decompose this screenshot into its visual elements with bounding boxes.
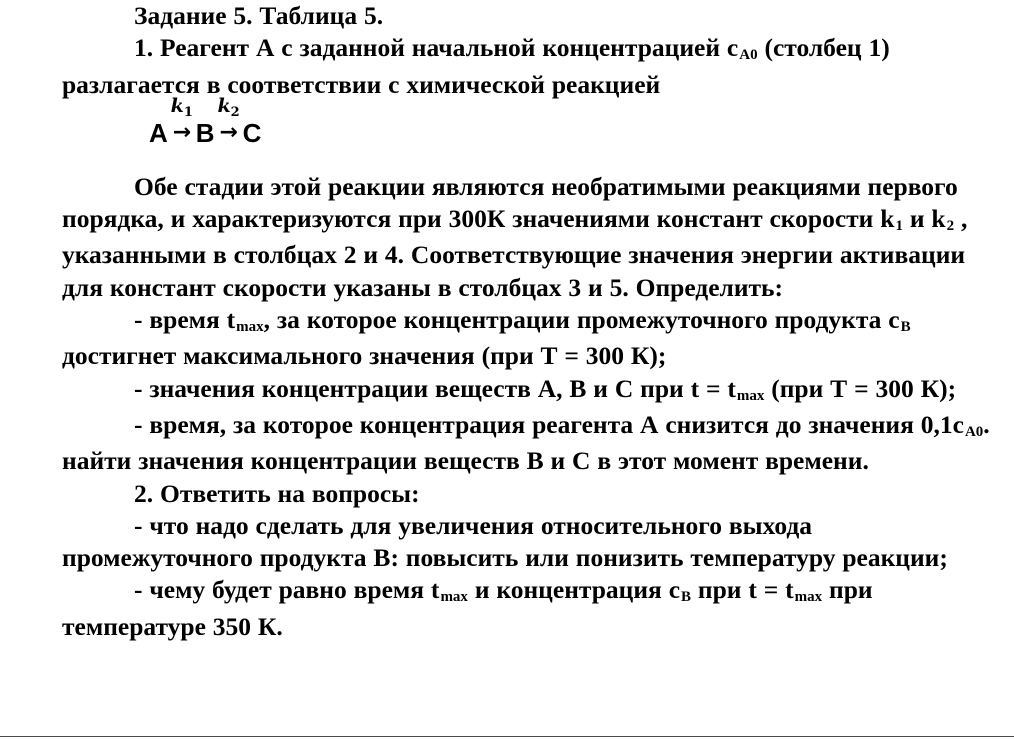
species-b: B bbox=[195, 117, 215, 148]
tmax-subscript: max bbox=[440, 589, 468, 606]
right-arrow-icon: → bbox=[219, 119, 238, 145]
task-heading: Задание 5. Таблица 5. bbox=[134, 1, 384, 30]
item-1-prefix: 1. Реагент А с заданной начальной концентрацией c bbox=[134, 33, 739, 63]
reaction-equation bbox=[62, 94, 1002, 171]
tmax-subscript: max bbox=[736, 387, 765, 404]
cb-subscript: B bbox=[900, 319, 911, 336]
species-a: A bbox=[149, 117, 168, 148]
bullet-tmax: - время tmax, за которое концентрации промежуточного продукта cB достигнет максимального значения (при Т = 300 К); bbox=[62, 305, 911, 371]
conc-a0-subscript: A0 bbox=[739, 47, 758, 64]
rate-constant-k1: $k_1$ bbox=[170, 94, 193, 120]
tmax-subscript: max bbox=[236, 319, 264, 336]
reaction-arrow-2 bbox=[215, 94, 243, 146]
item-1-suffix: (столбец 1) разлагается в соответствии с химической реакцией bbox=[62, 33, 890, 99]
page-bottom-rule bbox=[0, 736, 1014, 737]
k1-subscript: 1 bbox=[895, 218, 903, 235]
right-arrow-icon: → bbox=[172, 119, 191, 145]
reaction-description: Обе стадии этой реакции являются необратимыми реакциями первого порядка, и характеризуются при 300К значениями констант скорости k1 и k2 , указанными в столбцах 2 и 4. Соответствующие значения энергии активации для констант скорости указаны в столбцах 3 и 5. Определить: bbox=[62, 171, 968, 302]
question-350k: - чему будет равно время tmax и концентрация cB при t = tmax при температуре 350 К. bbox=[62, 575, 873, 641]
bullet-decay-time: - время, за которое концентрация реагента А снизится до значения 0,1cA0. найти значения концентрации веществ В и С в этот момент времени. bbox=[62, 409, 990, 476]
question-yield: - что надо сделать для увеличения относительного выхода промежуточного продукта В: повысить или понизить температуру реакции; bbox=[62, 510, 948, 573]
document-page bbox=[62, 0, 1002, 643]
tmax-subscript: max bbox=[794, 589, 823, 606]
bullet-concentrations: - значения концентрации веществ А, В и С при t = tmax (при Т = 300 К); bbox=[134, 373, 957, 404]
rate-constant-k2: $k_2$ bbox=[217, 94, 240, 120]
k2-subscript: 2 bbox=[946, 218, 955, 235]
species-c: C bbox=[242, 117, 262, 148]
reaction-arrow-1 bbox=[168, 94, 196, 146]
reaction-formula bbox=[149, 94, 262, 148]
item-1-reagent bbox=[62, 32, 1002, 101]
cb-subscript: B bbox=[681, 589, 692, 606]
ca0-subscript: A0 bbox=[964, 423, 984, 440]
item-2-questions: 2. Ответить на вопросы: bbox=[134, 478, 420, 508]
